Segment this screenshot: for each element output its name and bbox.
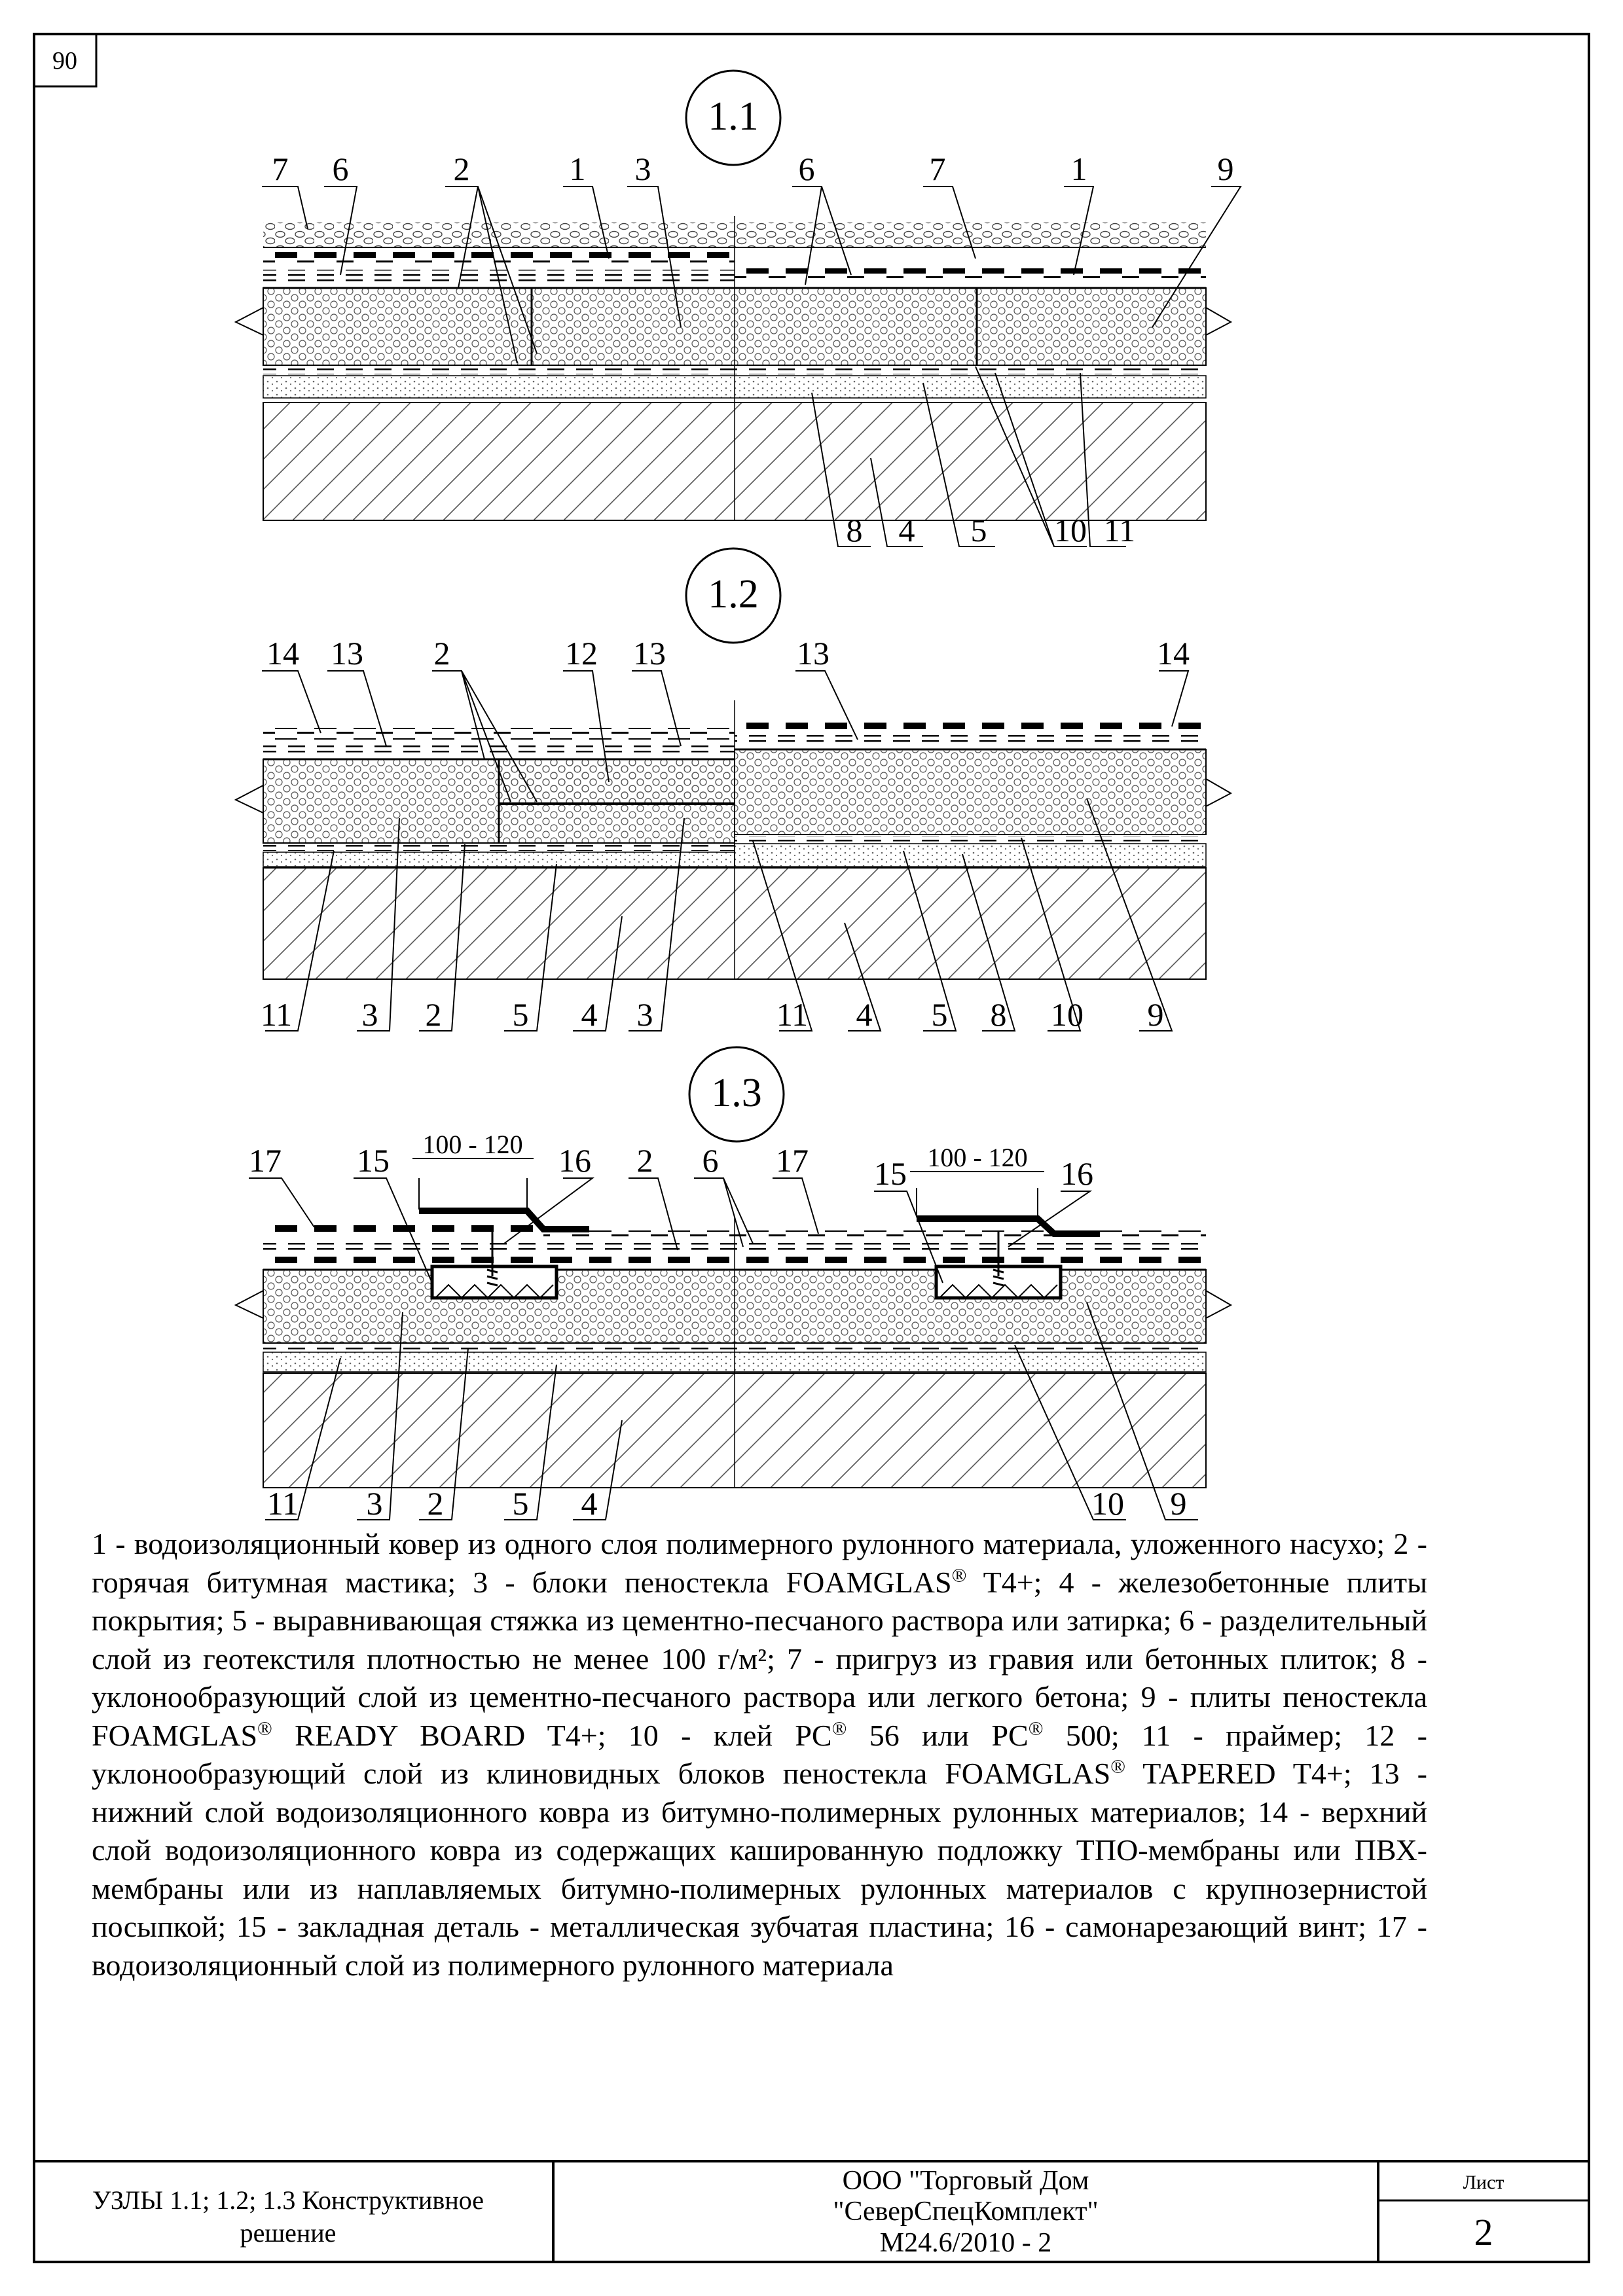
label-1-2-t4: 13 xyxy=(633,635,666,672)
polymer-layer-left xyxy=(263,1224,538,1234)
label-1-2-b10: 10 xyxy=(1051,996,1084,1033)
sheet-number: 2 xyxy=(1474,2211,1493,2253)
label-1-2-b5: 3 xyxy=(636,996,653,1033)
detail-1-2-top-labels xyxy=(266,635,1190,672)
waterproofing-layer-right xyxy=(735,268,1206,283)
legend-text xyxy=(92,1525,1427,1984)
registered-mark: ® xyxy=(1110,1755,1126,1778)
label-1-2-t3: 12 xyxy=(565,635,598,672)
detail-1-2 xyxy=(236,548,1231,1033)
label-1-1-b0: 8 xyxy=(846,512,863,548)
break-mark-right xyxy=(1206,308,1231,335)
label-1-3-b3: 5 xyxy=(512,1485,529,1522)
dimension-label-left: 100 - 120 xyxy=(422,1130,523,1159)
label-1-3-b6: 9 xyxy=(1170,1485,1187,1522)
label-1-1-b3: 10 xyxy=(1054,512,1087,548)
label-1-1-b2: 5 xyxy=(970,512,987,548)
label-1-1-b4: 11 xyxy=(1103,512,1136,548)
break-mark-right-1-3 xyxy=(1206,1291,1231,1318)
adhesive-right xyxy=(735,836,1206,842)
label-1-1-t4: 3 xyxy=(634,151,651,187)
foamglas-board-right xyxy=(735,749,1206,834)
label-1-2-t5: 13 xyxy=(797,635,830,672)
title-block-org-line1: ООО "Торговый Дом xyxy=(842,2166,1089,2196)
registered-mark: ® xyxy=(1028,1717,1044,1740)
screed-left xyxy=(263,852,735,867)
legend-part-1: 1 - водоизоляционный ковер из одного слоя полимерного рулонного материала, уложенного насухо; 2 - горячая битумная мастика; 3 - блоки пеностекла FOAMGLAS xyxy=(92,1527,1427,1599)
break-mark-left-1-2 xyxy=(236,785,263,813)
label-1-2-t1: 13 xyxy=(331,635,363,672)
label-1-2-b9: 8 xyxy=(990,996,1007,1033)
detail-1-3 xyxy=(236,1047,1231,1522)
label-1-3-t6: 15 xyxy=(874,1155,907,1192)
label-1-2-b0: 11 xyxy=(260,996,293,1033)
label-1-2-b2: 2 xyxy=(425,996,442,1033)
bottom-membrane-left xyxy=(263,744,735,754)
label-1-2-b3: 5 xyxy=(512,996,529,1033)
label-1-2-t6: 14 xyxy=(1157,635,1190,672)
detail-1-1-top-labels xyxy=(272,151,1234,187)
label-1-1-t2: 2 xyxy=(453,151,470,187)
legend-part-5: 500; 11 - праймер; 12 - уклонообразующий слой из клиновидных блоков пеностекла FOAMGLAS xyxy=(92,1718,1427,1790)
dimension-label-right: 100 - 120 xyxy=(927,1143,1028,1172)
label-1-1-b1: 4 xyxy=(898,512,915,548)
sheet-label: Лист xyxy=(1463,2172,1504,2193)
bottom-membrane-right xyxy=(735,734,1206,745)
legend-part-4: 56 или PC xyxy=(847,1718,1029,1752)
detail-1-1 xyxy=(236,71,1241,548)
label-1-3-b5: 10 xyxy=(1091,1485,1124,1522)
detail-1-3-title: 1.3 xyxy=(711,1071,762,1115)
label-1-3-t4: 6 xyxy=(702,1142,719,1179)
label-1-3-t0: 17 xyxy=(249,1142,282,1179)
title-block-left-line1: УЗЛЫ 1.1; 1.2; 1.3 Конструктивное xyxy=(92,2185,484,2215)
break-mark-right-1-2 xyxy=(1206,779,1231,806)
label-1-3-b2: 2 xyxy=(427,1485,444,1522)
legend-part-2: T4+; 4 - железобетонные плиты покрытия; 5 - выравнивающая стяжка из цементно-песчаного раствора или затирка; 6 - разделительный слой из геотекстиля плотностью не менее 100 г/м²; 7 - пригруз из гравия или бетонных плиток; 8 - уклонообразующий слой из цементно-песчаного раствора или легкого бетона; 9 - плиты пеностекла FOAMGLAS xyxy=(92,1565,1428,1752)
label-1-3-b0: 11 xyxy=(266,1485,299,1522)
label-1-3-b1: 3 xyxy=(366,1485,383,1522)
waterproofing-layer-left xyxy=(263,252,735,265)
registered-mark: ® xyxy=(257,1717,272,1740)
label-1-2-b6: 11 xyxy=(776,996,809,1033)
break-mark-left-1-3 xyxy=(236,1291,263,1318)
label-1-3-b4: 4 xyxy=(581,1485,598,1522)
legend-part-6: TAPERED T4+; 13 - нижний слой водоизоляционного ковра из битумно-полимерных рулонных материалов; 14 - верхний слой водоизоляционного ковра из содержащих кашированную подложку ТПО-мембраны или ПВХ-мембраны или из наплавляемых битумно-полимерных рулонных материалов с крупнозернистой посыпкой; 15 - закладная деталь - металлическая зубчатая пластина; 16 - самонарезающий винт; 17 - водоизоляционный слой из полимерного рулонного материала xyxy=(92,1757,1428,1982)
adhesive-left xyxy=(263,844,735,851)
title-block-doc-code: М24.6/2010 - 2 xyxy=(879,2228,1052,2258)
page-number: 90 xyxy=(52,47,77,75)
legend-part-3: READY BOARD T4+; 10 - клей PC xyxy=(272,1718,832,1752)
top-membrane-right xyxy=(735,720,1206,732)
registered-mark: ® xyxy=(831,1717,847,1740)
label-1-2-t0: 14 xyxy=(266,635,299,672)
label-1-1-t7: 1 xyxy=(1070,151,1087,187)
label-1-1-t0: 7 xyxy=(272,151,289,187)
label-1-1-t8: 9 xyxy=(1217,151,1234,187)
title-block xyxy=(34,2161,1589,2262)
title-block-left-line2: решение xyxy=(240,2218,337,2248)
break-mark-left xyxy=(236,308,263,335)
detail-1-2-bottom-labels xyxy=(261,996,1164,1033)
label-1-2-b1: 3 xyxy=(361,996,378,1033)
label-1-1-t6: 7 xyxy=(929,151,946,187)
label-1-2-t2: 2 xyxy=(433,635,450,672)
registered-mark: ® xyxy=(951,1564,967,1587)
slope-layer-right xyxy=(735,844,1206,867)
label-1-1-t1: 6 xyxy=(332,151,349,187)
detail-1-1-title: 1.1 xyxy=(708,94,759,139)
label-1-2-b4: 4 xyxy=(581,996,598,1033)
label-1-1-t3: 1 xyxy=(569,151,586,187)
label-1-2-b7: 4 xyxy=(856,996,873,1033)
label-1-3-t5: 17 xyxy=(776,1142,809,1179)
label-1-3-t7: 16 xyxy=(1061,1155,1093,1192)
label-1-3-t2: 16 xyxy=(558,1142,591,1179)
top-membrane-left xyxy=(263,728,735,740)
label-1-2-b11: 9 xyxy=(1147,996,1164,1033)
detail-1-2-title: 1.2 xyxy=(708,572,759,617)
label-1-2-b8: 5 xyxy=(931,996,948,1033)
label-1-1-t5: 6 xyxy=(798,151,815,187)
label-1-3-t3: 2 xyxy=(636,1142,653,1179)
label-1-3-t1: 15 xyxy=(357,1142,390,1179)
title-block-org-line2: "СеверСпецКомплект" xyxy=(833,2197,1099,2227)
polymer-layer-mid xyxy=(543,1230,1206,1240)
detail-1-3-bottom-labels xyxy=(267,1485,1187,1522)
